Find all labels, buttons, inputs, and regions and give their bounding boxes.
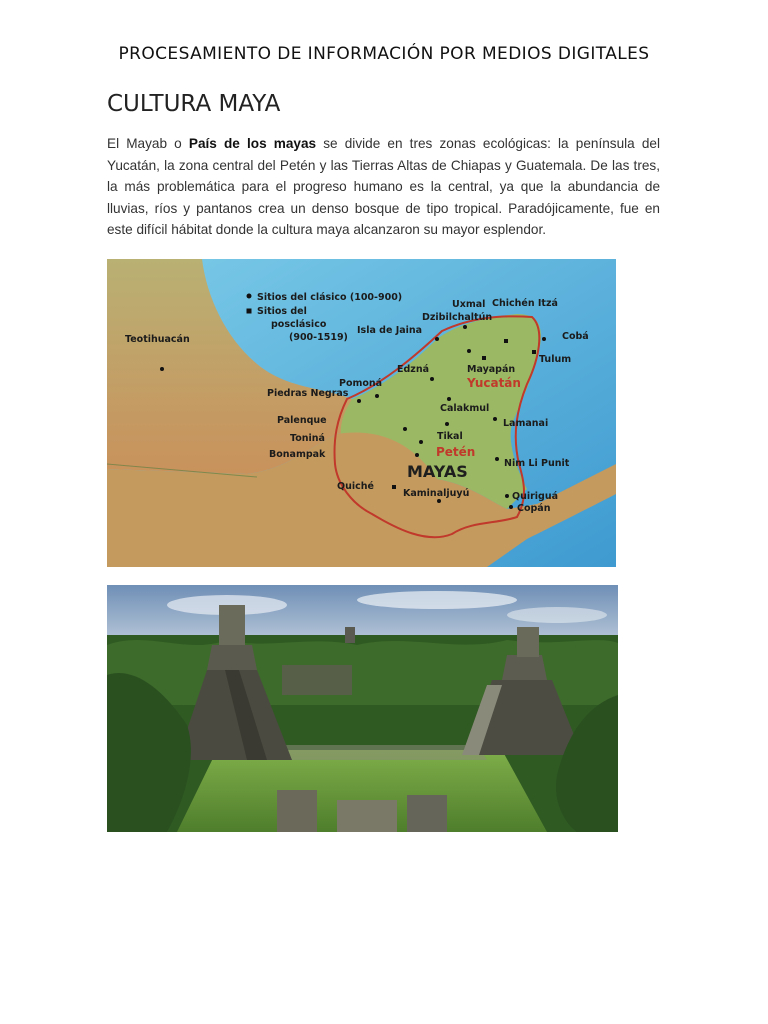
- site-label-calakmul: Calakmul: [440, 403, 490, 414]
- site-label-teotihuacan: Teotihuacán: [125, 334, 190, 345]
- site-label-quiche: Quiché: [337, 481, 374, 492]
- tikal-photo-svg: [107, 585, 618, 832]
- site-label-tikal: Tikal: [437, 431, 463, 442]
- site-label-bonampak: Bonampak: [269, 449, 326, 460]
- site-label-lamanai: Lamanai: [503, 418, 549, 429]
- tikal-ruins-photo: [107, 585, 618, 832]
- legend-classic-marker: [247, 294, 252, 299]
- site-label-tonina: Toniná: [290, 433, 325, 444]
- site-label-mayapan: Mayapán: [467, 364, 516, 375]
- paragraph-bold-term: País de los mayas: [188, 136, 317, 151]
- site-quirigua: [505, 491, 558, 502]
- site-label-dzibilchaltun: Dzibilchaltún: [422, 312, 493, 323]
- region-label-mayas: MAYAS: [407, 462, 468, 481]
- maya-map-svg: [107, 259, 616, 567]
- paragraph-text-rest: se divide en tres zonas ecológicas: la península del Yucatán, la zona central del Petén y las Tierras Altas de Chiapas y Guatemala. De las tres, la más problemática para el progreso humano es la central, ya que la abundancia de lluvias, ríos y pantanos crea un denso bosque de tipo tropical. Paradójicamente, fue en este difícil hábitat donde la cultura maya alcanzaron su mayor esplendor.: [107, 136, 660, 237]
- site-label-quirigua: Quiriguá: [512, 491, 559, 502]
- distant-temple: [345, 627, 355, 643]
- intro-paragraph: [107, 133, 660, 241]
- site-label-palenque: Palenque: [277, 415, 327, 426]
- document-title: CULTURA MAYA: [107, 91, 281, 117]
- legend-postclassic-label-2: posclásico: [271, 319, 327, 330]
- site-label-isla-de-jaina: Isla de Jaina: [357, 325, 423, 336]
- site-label-chichen-itza: Chichén Itzá: [492, 298, 558, 309]
- legend-postclassic-marker: [247, 309, 252, 314]
- site-label-pomona: Pomoná: [339, 378, 383, 389]
- region-label-yucatan: Yucatán: [467, 376, 521, 390]
- site-label-nim-li-punit: Nim Li Punit: [504, 458, 570, 469]
- site-label-tulum: Tulum: [539, 354, 572, 365]
- site-label-uxmal: Uxmal: [452, 299, 486, 310]
- site-label-coba: Cobá: [562, 331, 589, 342]
- region-label-peten: Petén: [436, 445, 476, 459]
- site-label-kaminaljuyu: Kaminaljuyú: [403, 488, 470, 499]
- legend-postclassic-label-3: (900-1519): [289, 332, 348, 343]
- site-label-edzna: Edzná: [397, 364, 429, 375]
- page-header-title: PROCESAMIENTO DE INFORMACIÓN POR MEDIOS DIGITALES: [118, 44, 650, 64]
- paragraph-text-start: El Mayab o: [107, 136, 189, 151]
- maya-map-image: [107, 259, 616, 567]
- site-label-piedras-negras: Piedras Negras: [267, 388, 349, 399]
- site-label-copan: Copán: [517, 503, 551, 514]
- legend-classic-label: Sitios del clásico (100-900): [257, 292, 403, 303]
- site-nim-li-punit: [495, 457, 570, 469]
- legend-postclassic-label-1: Sitios del: [257, 306, 307, 317]
